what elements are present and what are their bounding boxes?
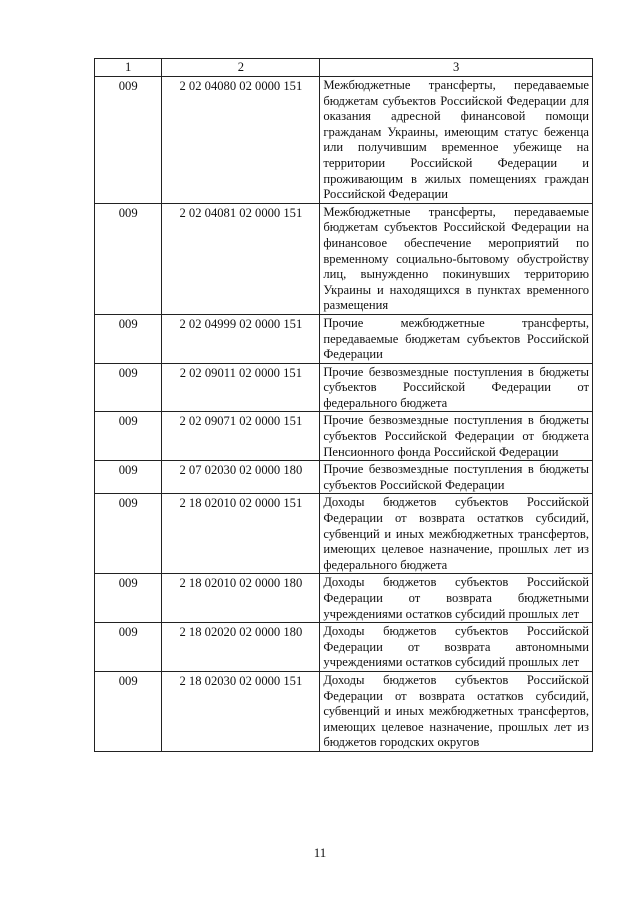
table-row	[95, 412, 593, 461]
table-row	[95, 574, 593, 623]
table-row	[95, 461, 593, 494]
admin-code-cell: 009	[95, 574, 162, 623]
income-code-cell: 2 02 04999 02 0000 151	[162, 314, 320, 363]
income-code-cell: 2 02 04080 02 0000 151	[162, 77, 320, 204]
admin-code-cell: 009	[95, 77, 162, 204]
header-col-2: 2	[162, 59, 320, 77]
admin-code-cell: 009	[95, 494, 162, 574]
income-name-cell: Доходы бюджетов субъектов Российской Федерации от возврата остатков субсидий, субвенций и иных межбюджетных трансфертов, имеющих целевое назначение, прошлых лет из федерального бюджета	[320, 494, 593, 574]
table-row	[95, 203, 593, 314]
header-col-1: 1	[95, 59, 162, 77]
table-row	[95, 314, 593, 363]
income-code-cell: 2 02 09071 02 0000 151	[162, 412, 320, 461]
income-code-cell: 2 18 02020 02 0000 180	[162, 623, 320, 672]
table-row	[95, 671, 593, 751]
income-name-cell: Доходы бюджетов субъектов Российской Федерации от возврата бюджетными учреждениями остатков субсидий прошлых лет	[320, 574, 593, 623]
table-header-row	[95, 59, 593, 77]
admin-code-cell: 009	[95, 461, 162, 494]
admin-code-cell: 009	[95, 203, 162, 314]
income-name-cell: Межбюджетные трансферты, передаваемые бюджетам субъектов Российской Федерации на финансовое обеспечение мероприятий по временному социально-бытовому обустройству лиц, вынужденно покинувших территорию Украины и находящихся в пунктах временного размещения	[320, 203, 593, 314]
budget-codes-table	[94, 58, 593, 752]
income-name-cell: Доходы бюджетов субъектов Российской Федерации от возврата остатков субсидий, субвенций и иных межбюджетных трансфертов, имеющих целевое назначение, прошлых лет из бюджетов городских округов	[320, 671, 593, 751]
admin-code-cell: 009	[95, 363, 162, 412]
income-code-cell: 2 18 02030 02 0000 151	[162, 671, 320, 751]
header-col-3: 3	[320, 59, 593, 77]
table-row	[95, 77, 593, 204]
admin-code-cell: 009	[95, 623, 162, 672]
income-name-cell: Доходы бюджетов субъектов Российской Федерации от возврата автономными учреждениями остатков субсидий прошлых лет	[320, 623, 593, 672]
income-name-cell: Прочие безвозмездные поступления в бюджеты субъектов Российской Федерации	[320, 461, 593, 494]
income-name-cell: Прочие безвозмездные поступления в бюджеты субъектов Российской Федерации от федерального бюджета	[320, 363, 593, 412]
admin-code-cell: 009	[95, 671, 162, 751]
table-row	[95, 494, 593, 574]
admin-code-cell: 009	[95, 314, 162, 363]
income-code-cell: 2 18 02010 02 0000 151	[162, 494, 320, 574]
page-number: 11	[313, 845, 327, 860]
income-code-cell: 2 18 02010 02 0000 180	[162, 574, 320, 623]
income-code-cell: 2 07 02030 02 0000 180	[162, 461, 320, 494]
income-name-cell: Межбюджетные трансферты, передаваемые бюджетам субъектов Российской Федерации для оказания адресной финансовой помощи гражданам Украины, имеющим статус беженца или получившим временное убежище на территории Российской Федерации и проживающим в жилых помещениях граждан Российской Федерации	[320, 77, 593, 204]
income-code-cell: 2 02 09011 02 0000 151	[162, 363, 320, 412]
income-name-cell: Прочие безвозмездные поступления в бюджеты субъектов Российской Федерации от бюджета Пенсионного фонда Российской Федерации	[320, 412, 593, 461]
income-code-cell: 2 02 04081 02 0000 151	[162, 203, 320, 314]
income-name-cell: Прочие межбюджетные трансферты, передаваемые бюджетам субъектов Российской Федерации	[320, 314, 593, 363]
table-row	[95, 623, 593, 672]
table-row	[95, 363, 593, 412]
admin-code-cell: 009	[95, 412, 162, 461]
